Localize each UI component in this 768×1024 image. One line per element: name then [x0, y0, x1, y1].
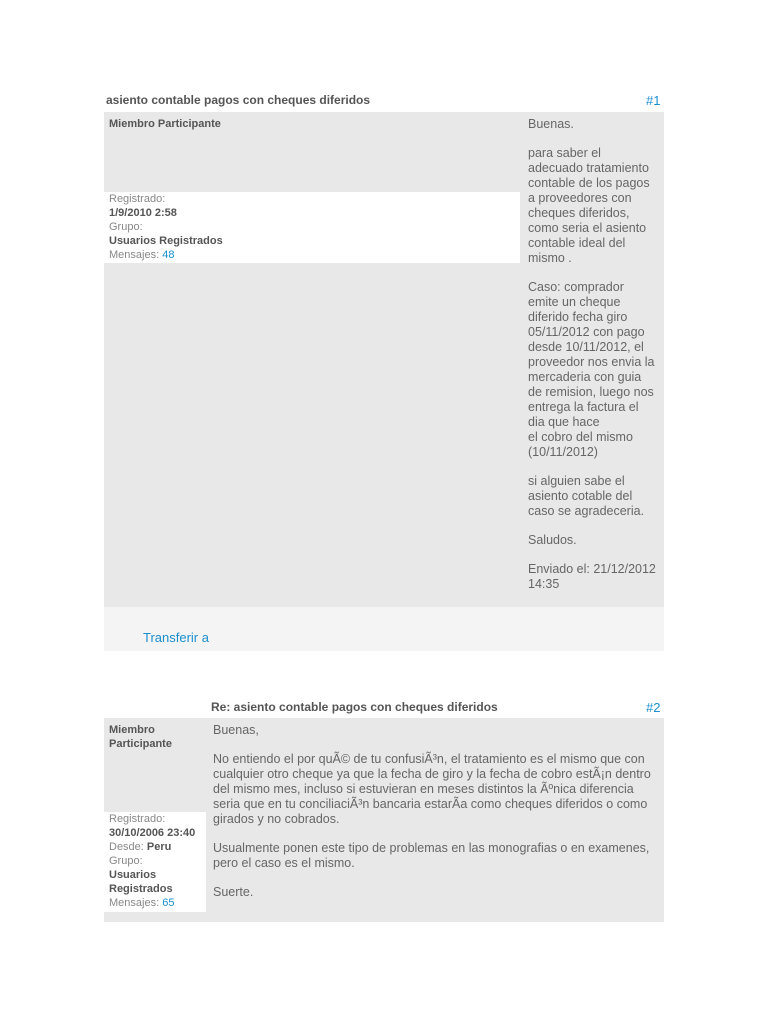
group-label: Grupo: — [109, 855, 143, 867]
group-label: Grupo: — [109, 221, 143, 233]
from-value: Peru — [146, 841, 172, 853]
post-2-author-role: Miembro Participante — [109, 724, 172, 750]
post-2-title: Re: asiento contable pagos con cheques diferidos — [211, 700, 498, 714]
registered-value: 1/9/2010 2:58 — [109, 207, 177, 219]
group-value: Usuarios Registrados — [109, 869, 173, 895]
message-paragraph: Usualmente ponen este tipo de problemas en las monografias o en examenes, pero el caso es el mismo. — [213, 841, 650, 870]
messages-row — [109, 896, 205, 910]
message-paragraph: para saber el adecuado tratamiento contable de los pagos a proveedores con cheques diferidos, como seria el asiento contable ideal del mismo . — [528, 146, 650, 265]
message-paragraph: Suerte. — [213, 885, 254, 899]
registered-label: Registrado: — [109, 193, 166, 205]
post-2-user-details — [109, 812, 205, 910]
message-paragraph: si alguien sabe el asiento cotable del caso se agradeceria. — [528, 474, 645, 518]
message-paragraph: Saludos. — [528, 533, 577, 547]
post-1-title: asiento contable pagos con cheques diferidos — [106, 93, 371, 107]
post-1-number-link[interactable]: #1 — [646, 93, 661, 108]
messages-count-link[interactable]: 65 — [162, 897, 175, 909]
message-paragraph: Buenas, — [213, 723, 259, 737]
post-2-message-body — [213, 723, 661, 914]
transfer-link[interactable]: Transferir a — [143, 630, 209, 645]
messages-label: Mensajes: — [109, 249, 160, 261]
messages-row — [109, 248, 509, 262]
messages-count-link[interactable]: 48 — [162, 249, 175, 261]
post-2-number-link[interactable]: #2 — [646, 700, 661, 715]
group-value: Usuarios Registrados — [109, 235, 223, 247]
message-paragraph: Caso: comprador emite un cheque diferido fecha giro 05/11/2012 con pago desde 10/11/2012, el proveedor nos envia la mercaderia con guia de remision, luego nos entrega la factura el dia que hace el cobro del mismo (10/11/2012) — [528, 280, 655, 459]
registered-label: Registrado: — [109, 813, 166, 825]
from-label: Desde: — [109, 841, 144, 853]
message-paragraph: Buenas. — [528, 117, 574, 131]
from-row — [109, 840, 205, 854]
message-paragraph: No entiendo el por quÃ© de tu confusiÃ³n, el tratamiento es el mismo que con cualquier otro cheque ya que la fecha de giro y la fecha de cobro estÃ¡n dentro del mismo mes, incluso si estuvieran en meses distintos la Ãºnica diferencia seria que en tu conciliaciÃ³n bancaria estarÃa como cheques diferidos o como girados y no cobrados. — [213, 752, 651, 826]
post-1-user-details — [109, 192, 509, 262]
post-1-message-body — [528, 117, 660, 606]
registered-value: 30/10/2006 23:40 — [109, 827, 196, 839]
post-1-author-role: Miembro Participante — [109, 118, 221, 130]
sent-date: Enviado el: 21/12/2012 14:35 — [528, 562, 656, 591]
messages-label: Mensajes: — [109, 897, 160, 909]
